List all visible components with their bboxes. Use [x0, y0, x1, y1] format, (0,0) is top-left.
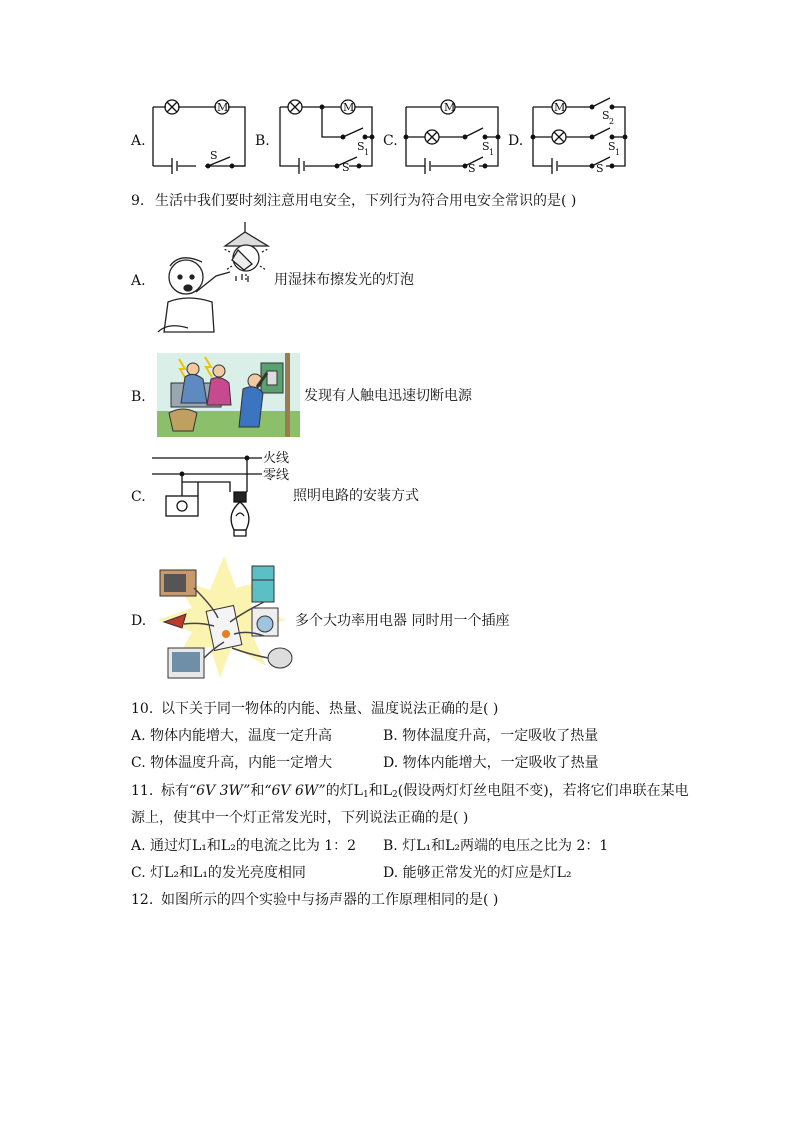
text-segment: 和	[250, 783, 265, 799]
bulb-spec-2: “6V 6W”	[264, 783, 326, 799]
option-letter-c: C.	[131, 489, 146, 505]
bulb-spec-1: “6V 3W”	[189, 783, 251, 799]
live-wire-label: 火线	[263, 451, 290, 466]
wet-cloth-bulb-illustration	[150, 222, 280, 340]
subscript: 2	[392, 790, 398, 800]
text-segment: 的灯L	[325, 783, 363, 799]
overloaded-socket-illustration	[154, 548, 294, 680]
text-segment: 和L	[368, 783, 393, 799]
switch-subscript-c1: 1	[489, 148, 495, 157]
motor-label-a: M	[217, 101, 229, 114]
option-letter-c: C.	[383, 133, 398, 149]
neutral-wire-label: 零线	[263, 468, 290, 483]
switch-subscript-d1: 1	[615, 148, 621, 157]
motor-label-d: M	[554, 101, 566, 114]
question-text: 以下关于同一物体的内能、热量、温度说法正确的是( )	[161, 701, 499, 717]
question-text-line-1	[161, 783, 689, 803]
option-caption-b: 发现有人触电迅速切断电源	[304, 388, 472, 404]
switch-label-a: S	[210, 149, 218, 162]
switch-label-c: S	[468, 162, 476, 175]
option-caption-d: 多个大功率用电器 同时用一个插座	[295, 613, 510, 629]
switch-label-b1: S	[357, 140, 365, 153]
switch-label-d: S	[596, 162, 604, 175]
circuit-diagram-b	[277, 95, 377, 175]
switch-label-d1: S	[608, 140, 616, 153]
option-a: A. 物体内能增大，温度一定升高	[131, 728, 333, 744]
text-segment: 标有	[161, 783, 189, 799]
question-text: 如图所示的四个实验中与扬声器的工作原理相同的是( )	[161, 892, 499, 908]
option-b: B. 物体温度升高，一定吸收了热量	[383, 728, 599, 744]
switch-subscript-b1: 1	[364, 148, 370, 157]
question-number: 12.	[131, 892, 154, 908]
option-d: D. 物体内能增大，一定吸收了热量	[383, 755, 599, 771]
question-text: 生活中我们要时刻注意用电安全，下列行为符合用电安全常识的是( )	[155, 193, 577, 209]
option-letter-d: D.	[131, 613, 147, 629]
question-number: 10.	[131, 701, 154, 717]
subscript: 1	[362, 790, 369, 800]
motor-label-c: M	[444, 101, 456, 114]
option-c: C. 灯L₂和L₁的发光亮度相同	[131, 865, 306, 881]
option-b: B. 灯L₁和L₂两端的电压之比为 2：1	[383, 838, 609, 854]
question-number: 9.	[131, 193, 145, 209]
circuit-diagram-d	[530, 95, 630, 175]
option-caption-c: 照明电路的安装方式	[293, 488, 419, 504]
option-c: C. 物体温度升高，内能一定增大	[131, 755, 333, 771]
switch-label-d2: S	[602, 109, 610, 122]
option-d: D. 能够正常发光的灯应是灯L₂	[383, 865, 572, 881]
option-letter-b: B.	[255, 133, 270, 149]
rescue-cut-power-illustration	[157, 353, 300, 437]
option-caption-a: 用湿抹布擦发光的灯泡	[274, 272, 414, 288]
option-letter-a: A.	[131, 133, 146, 149]
question-number: 11.	[131, 783, 154, 799]
option-letter-d: D.	[508, 133, 524, 149]
motor-label-b: M	[343, 101, 355, 114]
option-letter-b: B.	[131, 389, 146, 405]
switch-label-c1: S	[482, 140, 490, 153]
option-a: A. 通过灯L₁和L₂的电流之比为 1：2	[131, 838, 357, 854]
switch-label-b: S	[342, 161, 350, 174]
question-text-line-2: 源上，使其中一个灯正常发光时，下列说法正确的是( )	[131, 810, 469, 826]
option-letter-a: A.	[131, 273, 146, 289]
lighting-circuit-diagram	[150, 452, 265, 542]
text-segment: (假设两灯灯丝电阻不变)，若将它们串联在某电	[397, 783, 689, 799]
circuit-diagram-a	[150, 95, 250, 175]
switch-subscript-d2: 2	[609, 117, 615, 126]
